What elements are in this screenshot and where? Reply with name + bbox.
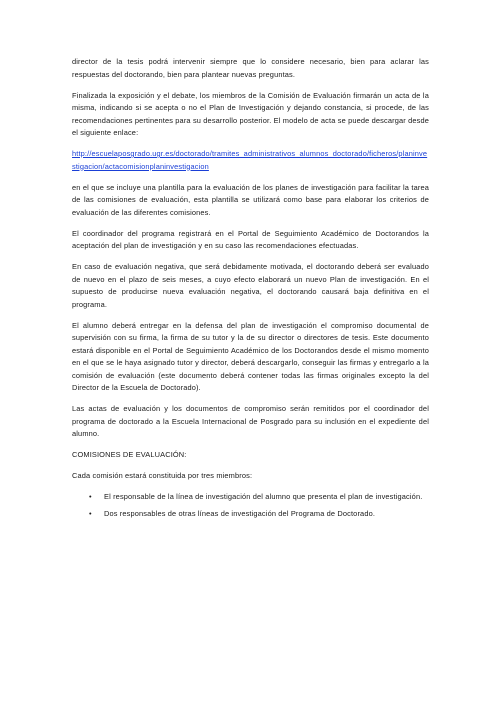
paragraph-acta: Finalizada la exposición y el debate, los miembros de la Comisión de Evaluación firmarán un acta de la misma, indicando si se acepta o no el Plan de Investigación y dejando constancia, si procede, de las recomendaciones pertinentes para su desarrollo posterior. El modelo de acta se puede descargar desde el siguiente enlace: <box>72 90 429 137</box>
paragraph-intro: director de la tesis podrá intervenir siempre que lo considere necesario, bien para aclarar las respuestas del doctorando, bien para plantear nuevas preguntas. <box>72 57 429 79</box>
paragraph-actas: Las actas de evaluación y los documentos de compromiso serán remitidos por el coordinador del programa de doctorado a la Escuela Internacional de Posgrado para su inclusión en el expediente del alumno. <box>72 404 429 438</box>
paragraph-evaluacion-negativa: En caso de evaluación negativa, que será debidamente motivada, el doctorando deberá ser evaluado de nuevo en el plazo de seis meses, a cuyo efecto elaborará un nuevo Plan de investigación. En el supuesto de producirse nueva evaluación negativa, el doctorando causará baja definitiva en el programa. <box>72 262 429 309</box>
bullet-list <box>72 491 429 520</box>
list-item <box>72 491 429 504</box>
bullet-icon: • <box>89 508 92 518</box>
acta-download-link[interactable]: http://escuelaposgrado.ugr.es/doctorado/tramites_administrativos_alumnos_doctorado/ficheros/planinvestigacion/actacomisionplaninvestigacion <box>72 149 428 171</box>
document-page <box>72 56 429 524</box>
paragraph-coordinador: El coordinador del programa registrará en el Portal de Seguimiento Académico de Doctorandos la aceptación del plan de investigación y en su caso las recomendaciones efectuadas. <box>72 228 429 250</box>
section-intro: Cada comisión estará constituida por tres miembros: <box>72 471 253 480</box>
bullet-icon: • <box>89 492 92 501</box>
list-item-text: Dos responsables de otras líneas de investigación del Programa de Doctorado. <box>104 508 376 518</box>
list-item <box>72 508 429 521</box>
list-item-text: El responsable de la línea de investigación del alumno que presenta el plan de investigación. <box>104 492 423 501</box>
paragraph-compromiso: El alumno deberá entregar en la defensa del plan de investigación el compromiso documental de supervisión con su firma, la firma de su tutor y la de su director o directores de tesis. Este documento estará disponible en el Portal de Seguimiento Académico de los Doctorandos desde el mismo momento en el que se le haya asignado tutor y director, deberá descargarlo, conseguir las firmas y entregarlo a la comisión de evaluación (este documento deberá contener todas las firmas originales excepto la del Director de la Escuela de Doctorado). <box>72 320 429 392</box>
link-paragraph <box>72 148 429 173</box>
paragraph-plantilla: en el que se incluye una plantilla para la evaluación de los planes de investigación para facilitar la tarea de las comisiones de evaluación, esta plantilla se utilizará como base para elaborar los criterios de evaluación de las diferentes comisiones. <box>72 182 429 217</box>
section-heading: COMISIONES DE EVALUACIÓN: <box>72 450 187 459</box>
